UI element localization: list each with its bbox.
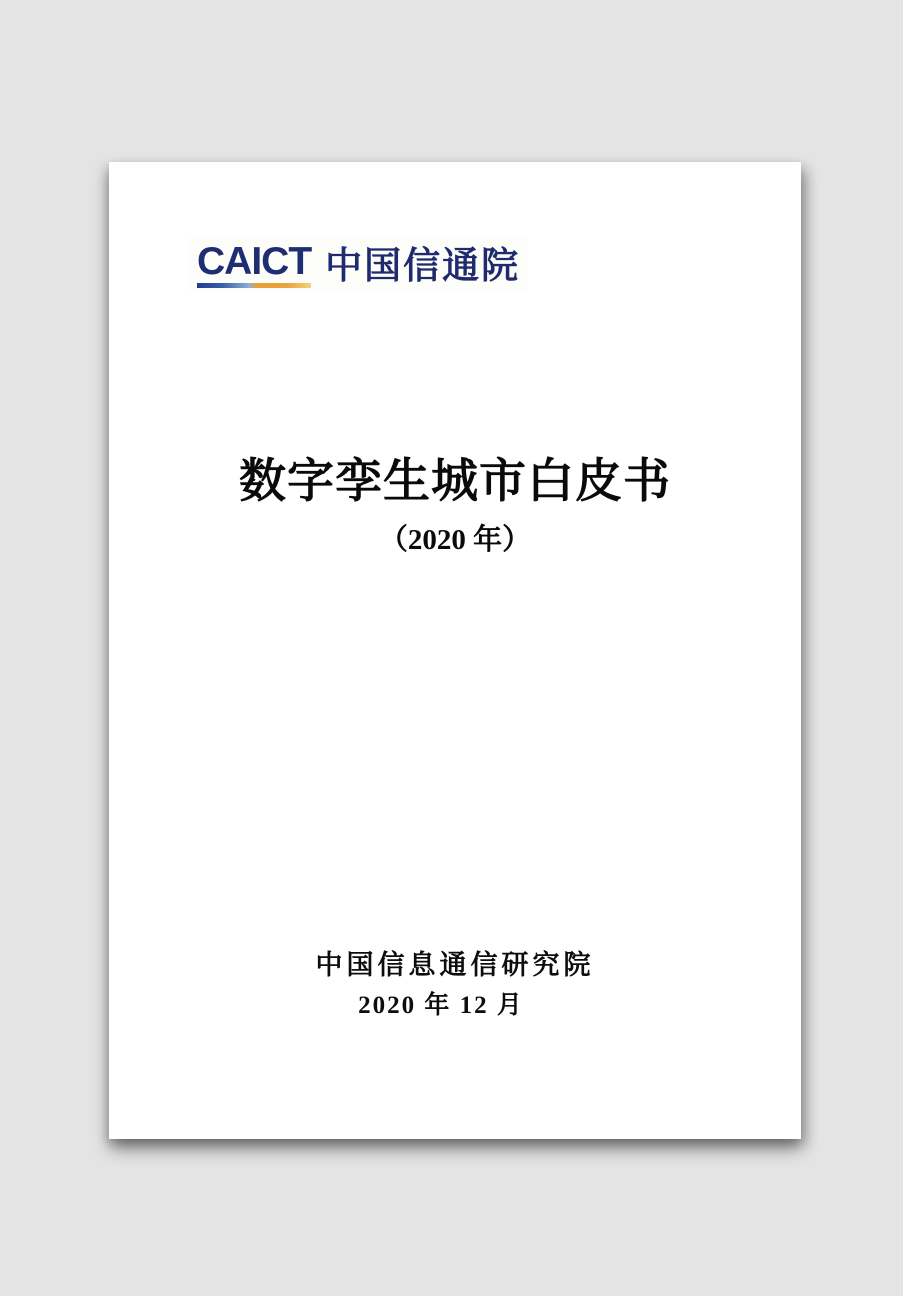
caict-logo [189,238,528,292]
logo-gradient-underline-icon [197,283,311,288]
caict-wordmark: CAICT [197,240,312,283]
publication-date: 2020 年 12 月 [358,992,524,1019]
caict-wordmark-block [197,242,311,288]
caict-chinese-name: 中国信通院 [325,244,521,286]
publisher-organization: 中国信息通信研究院 [315,950,595,980]
document-subtitle-year: （2020 年） [378,524,532,556]
document-title: 数字孪生城市白皮书 [239,456,671,508]
document-cover-page [109,162,801,1139]
